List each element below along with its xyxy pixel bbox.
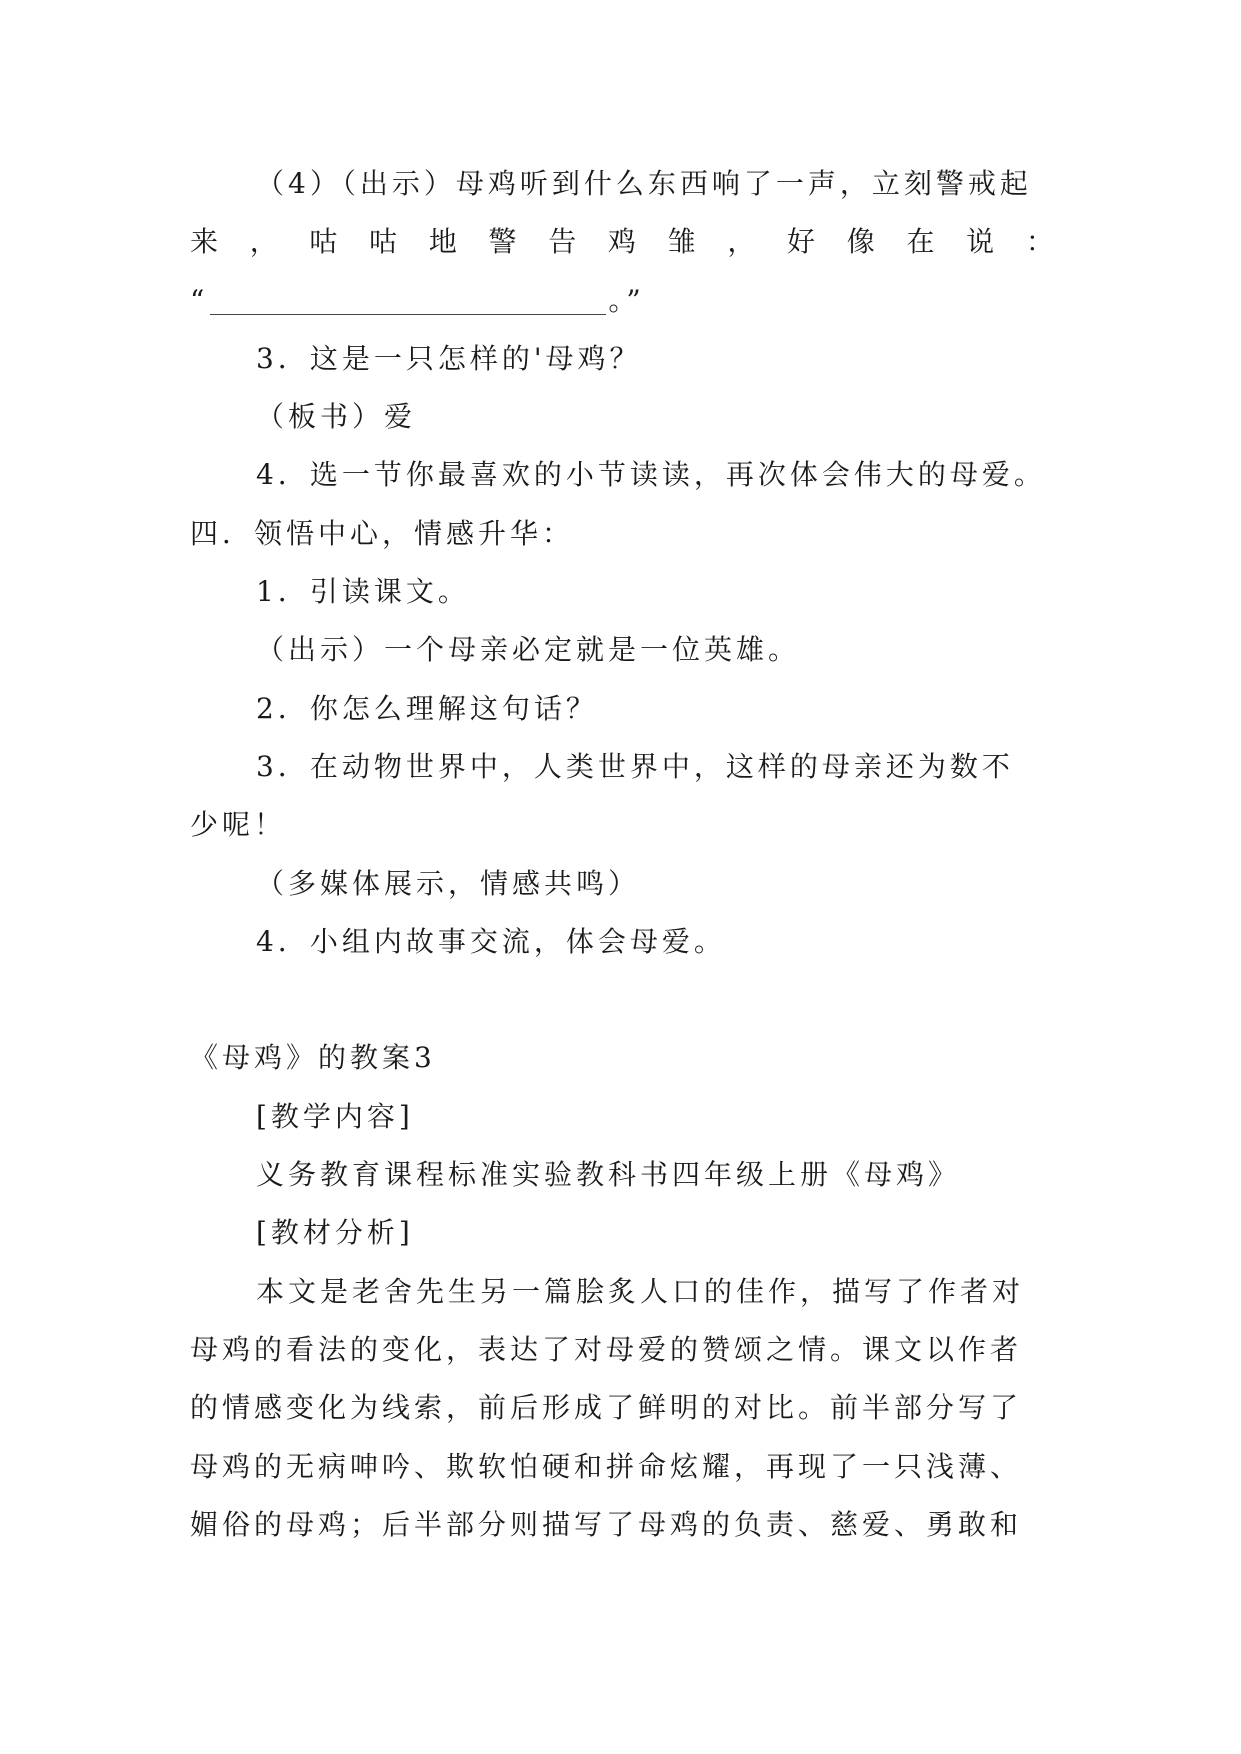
lesson-plan-title: 《母鸡》的教案3 <box>190 1041 436 1075</box>
multimedia-note-line: （多媒体展示，情感共鸣） <box>256 866 641 900</box>
quote-close-mark: 。” <box>608 283 645 317</box>
justified-character: 像 <box>846 225 875 259</box>
question-4-line: 4．选一节你最喜欢的小节读读，再次体会伟大的母爱。 <box>256 458 1046 492</box>
justified-character: 来 <box>190 225 219 259</box>
material-analysis-heading: [教材分析] <box>256 1216 414 1250</box>
step-3-line: 3．在动物世界中，人类世界中，这样的母亲还为数不 <box>256 749 1014 783</box>
justified-character: 地 <box>428 225 457 259</box>
material-analysis-line: 本文是老舍先生另一篇脍炙人口的佳作，描写了作者对 <box>256 1274 1025 1308</box>
blackboard-note-line: （板书）爱 <box>256 400 417 434</box>
justified-character: ： <box>1025 225 1054 259</box>
material-analysis-line: 的情感变化为线索，前后形成了鲜明的对比。前半部分写了 <box>190 1391 1023 1425</box>
justified-character: 好 <box>787 225 816 259</box>
material-analysis-line: 母鸡的看法的变化，表达了对母爱的赞颂之情。课文以作者 <box>190 1332 1023 1366</box>
material-analysis-line: 母鸡的无病呻吟、欺软怕硬和拼命炫耀，再现了一只浅薄、 <box>190 1449 1023 1483</box>
step-4-line: 4．小组内故事交流，体会母爱。 <box>256 924 726 958</box>
justified-character: 雏 <box>667 225 696 259</box>
justified-character: 咕 <box>369 225 398 259</box>
question-3-line: 3．这是一只怎样的'母鸡？ <box>256 341 642 375</box>
teaching-content-text: 义务教育课程标准实验教科书四年级上册《母鸡》 <box>256 1158 961 1192</box>
fill-in-quote-line <box>190 272 1070 330</box>
document-body <box>190 155 1070 1554</box>
justified-character: 咕 <box>309 225 338 259</box>
justified-character: 鸡 <box>607 225 636 259</box>
material-analysis-line: 媚俗的母鸡；后半部分则描写了母鸡的负责、慈爱、勇敢和 <box>190 1507 1023 1541</box>
justified-character: ， <box>249 225 278 259</box>
step-3-continuation: 少呢！ <box>190 808 287 842</box>
quote-open-mark: “ <box>190 283 209 317</box>
shown-quote-line: （出示）一个母亲必定就是一位英雄。 <box>256 633 801 667</box>
justified-character: 在 <box>906 225 935 259</box>
teaching-content-heading: [教学内容] <box>256 1099 414 1133</box>
justified-character: 说 <box>966 225 995 259</box>
justified-character: ， <box>727 225 756 259</box>
step-4-prompt-line: （4）（出示）母鸡听到什么东西响了一声，立刻警戒起 <box>256 167 1032 200</box>
section-4-heading: 四．领悟中心，情感升华： <box>190 516 575 550</box>
fill-in-blank <box>210 288 606 315</box>
blank-spacer-line <box>190 971 1070 1029</box>
step-4-prompt-continuation <box>190 213 1054 271</box>
justified-character: 告 <box>548 225 577 259</box>
justified-character: 警 <box>488 225 517 259</box>
step-2-line: 2．你怎么理解这句话？ <box>256 691 598 725</box>
step-1-line: 1．引读课文。 <box>256 575 470 609</box>
